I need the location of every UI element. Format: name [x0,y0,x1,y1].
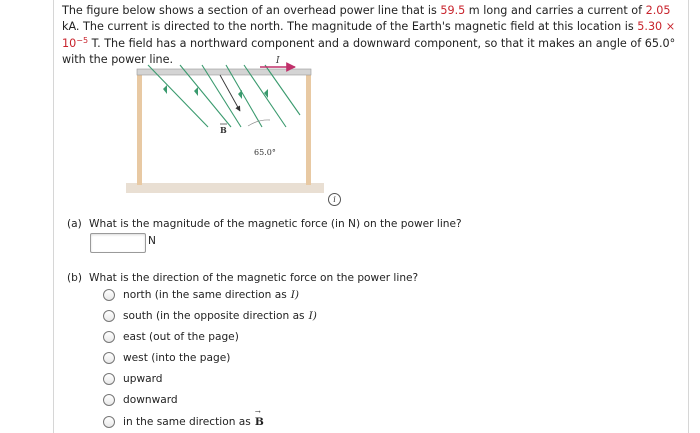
part-b-text: What is the direction of the magnetic force on the power line? [89,272,419,284]
line-length-value: 59.5 [440,4,466,17]
radio-upward[interactable] [103,373,115,385]
part-a-question [67,218,462,230]
ground [126,183,324,193]
field-label: B [220,125,227,135]
radio-north[interactable] [103,289,115,301]
radio-south[interactable] [103,310,115,322]
part-a-text: What is the magnitude of the magnetic force (in N) on the power line? [89,218,462,230]
radio-same-as-b[interactable] [103,416,115,428]
right-pole [306,69,311,185]
radio-east[interactable] [103,331,115,343]
radio-west[interactable] [103,352,115,364]
angle-label: 65.0° [254,148,276,157]
force-magnitude-input[interactable] [90,233,146,253]
option-same-as-b[interactable]: in the same direction as → B [103,415,264,429]
part-b-question [67,272,418,284]
option-upward[interactable]: upward [103,372,163,386]
problem-text-4: T. The field has a northward component and a downward component, so that it makes an angle of 65.0° with the power line. [62,36,676,67]
problem-text-2: m long and carries a current of [465,4,646,17]
power-line [137,69,311,75]
info-icon[interactable]: i [328,193,341,206]
option-north[interactable]: north (in the same direction as I) [103,288,299,302]
angle-arc [248,120,270,126]
option-west[interactable]: west (into the page) [103,351,230,365]
field-magnitude-value: $5.30 \times 10^{-5}$ [62,20,676,50]
right-frame-line [688,0,689,433]
power-line-figure [120,55,340,193]
b-vector-arrow [220,75,240,111]
option-east[interactable]: east (out of the page) [103,330,239,344]
left-frame-line [53,0,54,433]
problem-text-3: kA. The current is directed to the north. The magnitude of the Earth's magnetic field at this location is [62,20,638,34]
left-pole [137,69,142,185]
radio-downward[interactable] [103,394,115,406]
current-value: 2.05 [645,4,671,17]
problem-text-1: The figure below shows a section of an overhead power line that is [62,4,441,17]
part-b-label: (b) [67,272,82,284]
option-downward[interactable]: downward [103,393,178,407]
part-a-label: (a) [67,218,82,230]
current-label: I [276,56,280,66]
option-south[interactable]: south (in the opposite direction as I) [103,309,317,323]
force-unit: N [148,235,156,247]
